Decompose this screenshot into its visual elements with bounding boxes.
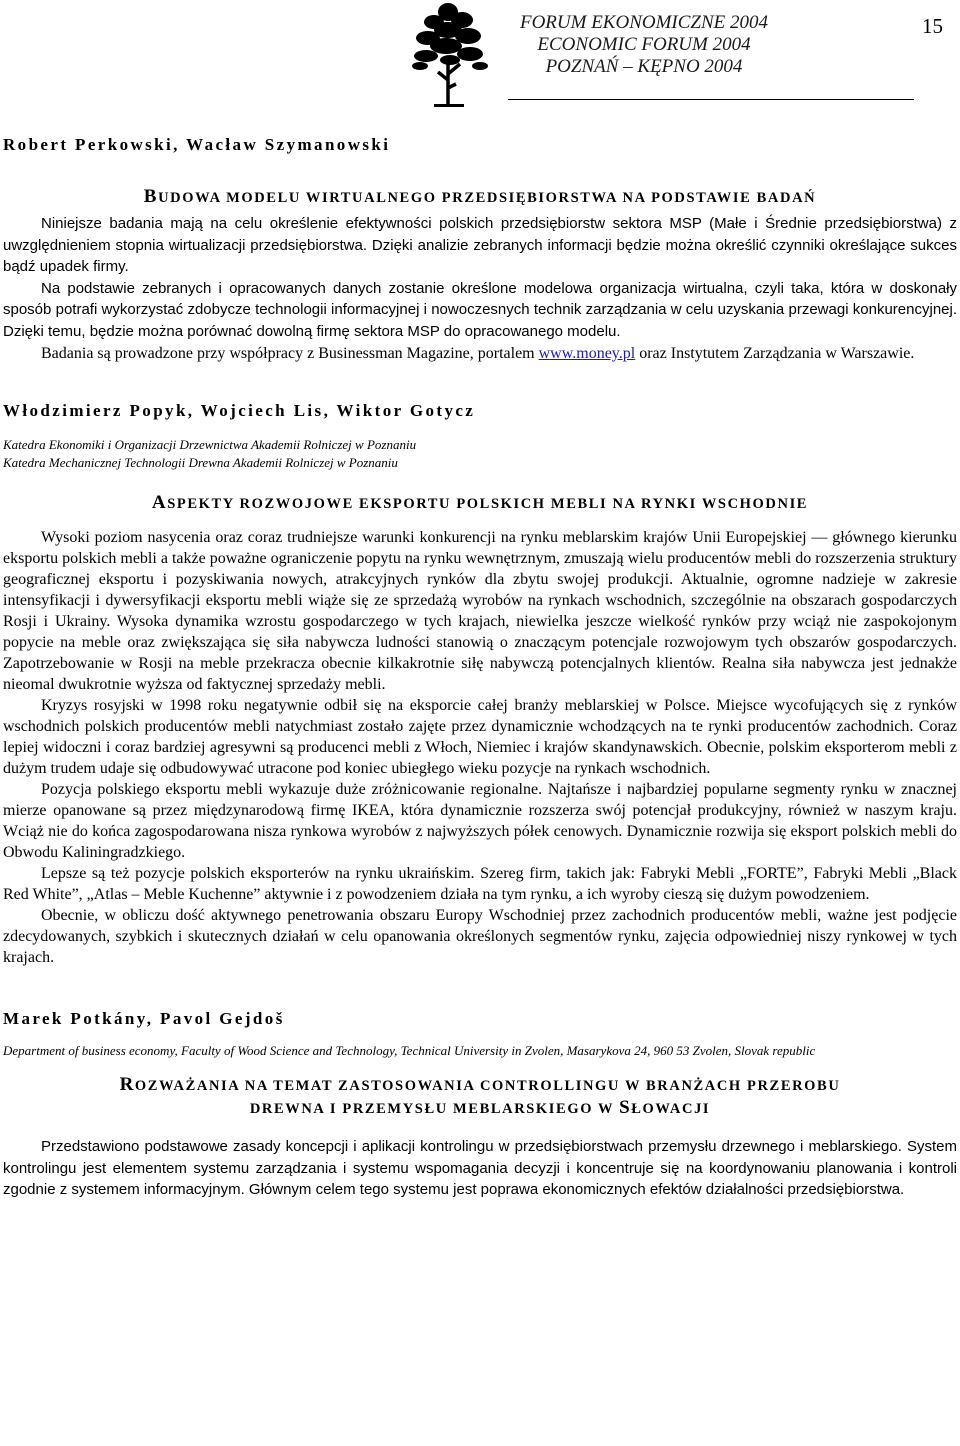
- article-2-affiliation-2: Katedra Mechanicznej Technologii Drewna Akademii Rolniczej w Poznaniu: [3, 455, 398, 470]
- article-3-title-line-2-a: DREWNA I PRZEMYSŁU MEBLARSKIEGO W: [249, 1101, 620, 1117]
- article-2-paragraph-3: Pozycja polskiego eksportu mebli wykazuje duże zróżnicowanie regionalne. Najtańsze i najbardziej popularne segmenty rynku w znacznej mierze opanowane są przez międzynarodową firmę IKEA, która dynamicznie rozszerza swój potencjał produkcyjny, również w naszym kraju. Wciąż nie do końca zagospodarowana nisza rynkowa wyrobów z najwyższych półek cenowych. Dynamicznie rozwija się eksport polskich mebli do Obwodu Kaliningradzkiego.: [3, 781, 957, 861]
- article-1: [3, 132, 957, 364]
- article-2-authors: Włodzimierz Popyk, Wojciech Lis, Wiktor Gotycz: [3, 401, 476, 420]
- article-2-paragraph-4: Lepsze są też pozycje polskich eksporterów na rynku ukraińskim. Szereg firm, takich jak: Fabryki Mebli „FORTE”, Fabryki Mebli „Black Red White”, „Atlas – Meble Kuchenne” aktywnie i z powodzeniem działa na tym rynku, a ich wyroby cieszą się dużym powodzeniem.: [3, 865, 957, 903]
- header-divider: [508, 99, 914, 100]
- article-1-paragraph-1: Niniejsze badania mają na celu określenie efektywności polskich przedsiębiorstw sektora MSP (Małe i Średnie przedsiębiorstwa) z uwzględnieniem stopnia wirtualizacji przedsiębiorstwa. Dzięki analizie zebranych informacji będzie można określić czynniki określające sukces bądź upadek firmy.: [3, 215, 957, 275]
- article-1-paragraph-3: [3, 343, 957, 364]
- article-2-title: [3, 492, 957, 515]
- page-number: 15: [922, 14, 943, 38]
- article-3-title-initial: R: [119, 1074, 135, 1095]
- header-line-1: FORUM EKONOMICZNE 2004: [519, 12, 769, 33]
- article-3-paragraph-1: Przedstawiono podstawowe zasady koncepcji i aplikacji kontrolingu w przedsiębiorstwach przemysłu drzewnego i meblarskiego. System kontrolingu jest elementem systemu zarządzania i systemu wspomagania decyzji i koncentruje się na koordynowaniu planowania i kontroli zgodnie z systemem informacyjnym. Głównym celem tego systemu jest poprawa ekonomicznych efektów działalności przedsiębiorstwa.: [3, 1138, 957, 1198]
- article-3-title-line-1: [119, 1074, 841, 1095]
- article-2: [3, 398, 957, 968]
- article-1-title: [3, 186, 957, 209]
- money-pl-link[interactable]: www.money.pl: [538, 345, 636, 362]
- header-line-3: POZNAŃ – KĘPNO 2004: [545, 56, 743, 77]
- article-2-title-rest: SPEKTY ROZWOJOWE EKSPORTU POLSKICH MEBLI NA RYNKI WSCHODNIE: [167, 496, 809, 512]
- article-1-title-initial: B: [143, 186, 159, 207]
- article-1-title-rest: UDOWA MODELU WIRTUALNEGO PRZEDSIĘBIORSTWA NA PODSTAWIE BADAŃ: [158, 190, 817, 206]
- article-3-title-line-1-rest: OZWAŻANIA NA TEMAT ZASTOSOWANIA CONTROLLINGU W BRANŻACH PRZEROBU: [134, 1078, 841, 1094]
- para3-text-after: oraz Instytutem Zarządzania w Warszawie.: [635, 345, 915, 362]
- article-3-affiliation: Department of business economy, Faculty of Wood Science and Technology, Technical University in Zvolen, Masarykova 24, 960 53 Zvolen, Slovak republic: [3, 1043, 816, 1058]
- article-1-authors: Robert Perkowski, Wacław Szymanowski: [3, 135, 391, 154]
- tree-logo-icon: [408, 0, 494, 108]
- article-2-paragraph-5: Obecnie, w obliczu dość aktywnego penetrowania obszaru Europy Wschodniej przez zachodnich producentów mebli, ważne jest podjęcie zdecydowanych, szybkich i skutecznych działań w celu opanowania określonych segmentów rynku, zajęcia odpowiedniej niszy rynkowej w tych krajach.: [3, 907, 957, 966]
- article-1-paragraph-2: Na podstawie zebranych i opracowanych danych zostanie określone modelowa organizacja wirtualna, czyli taka, która w doskonały sposób potrafi wykorzystać zdobycze technologii informacyjnej i nowoczesnych technik zarządzania w celu uzyskania przewagi konkurencyjnej. Dzięki temu, będzie można porównać dowolną firmę sektora MSP do opracowanego modelu.: [3, 279, 957, 340]
- article-3-title: [3, 1074, 957, 1120]
- article-3-authors: Marek Potkány, Pavol Gejdoš: [3, 1009, 285, 1028]
- article-2-affiliation-1: Katedra Ekonomiki i Organizacji Drzewnictwa Akademii Rolniczej w Poznaniu: [3, 437, 417, 452]
- header-line-2: ECONOMIC FORUM 2004: [537, 34, 751, 55]
- article-3-title-line-2-cap: S: [619, 1097, 632, 1118]
- journal-header: [508, 12, 780, 78]
- page-content: [3, 128, 957, 1201]
- article-2-title-initial: A: [151, 492, 168, 513]
- article-3: [3, 1006, 957, 1201]
- article-2-paragraph-2: Kryzys rosyjski w 1998 roku negatywnie odbił się na eksporcie całej branży meblarskiej w Polsce. Miejsce wycofujących się z rynków wschodnich polskich producentów mebli natychmiast zostało zajęte przez dynamicznie wchodzących na te rynki producentów zachodnich. Coraz lepiej widoczni i coraz bardziej agresywni są producenci mebli z Włoch, Niemiec i krajów skandynawskich. Obecnie, polskim eksporterom mebli z dużym trudem udaje się odbudowywać utracone pod koniec ubiegłego wieku pozycje na rynkach wschodnich.: [3, 697, 957, 777]
- article-3-title-line-2: [249, 1097, 711, 1118]
- article-2-paragraph-1: Wysoki poziom nasycenia oraz coraz trudniejsze warunki konkurencji na rynku meblarskim krajów Unii Europejskiej — głównego kierunku eksportu polskich mebli a także poważne ograniczenie popytu na rynku wewnętrznym, zmuszają wielu producentów mebli do rozszerzenia struktury geograficznej eksportu i pozyskiwania nowych, atrakcyjnych rynków dla zbytu swojej produkcji. Aktualnie, ogromne nadzieje w zakresie intensyfikacji i dywersyfikacji eksportu mebli wiąże się ze sprzedażą wyrobów na rynkach wschodnich, szczególnie na obszarach gospodarczych Rosji i Ukrainy. Wysoka dynamika wzrostu gospodarczego w tych krajach, niewielka jeszcze wielkość rynków przy wciąż nie zaspokojonym popycie na meble oraz zwiększająca się siła nabywcza ludności stanowią o znaczącym potencjale rozwojowym tych obszarów gospodarczych. Zapotrzebowanie w Rosji na meble przekracza obecnie kilkakrotnie siłę nabywczą potencjalnych klientów. Realna siła nabywcza jest jednakże nieomal dwukrotnie wyższa od faktycznej sprzedaży mebli.: [3, 529, 957, 693]
- para3-text-before: Badania są prowadzone przy współpracy z Businessman Magazine, portalem: [41, 345, 539, 362]
- article-3-title-line-2-b: ŁOWACJI: [631, 1101, 711, 1117]
